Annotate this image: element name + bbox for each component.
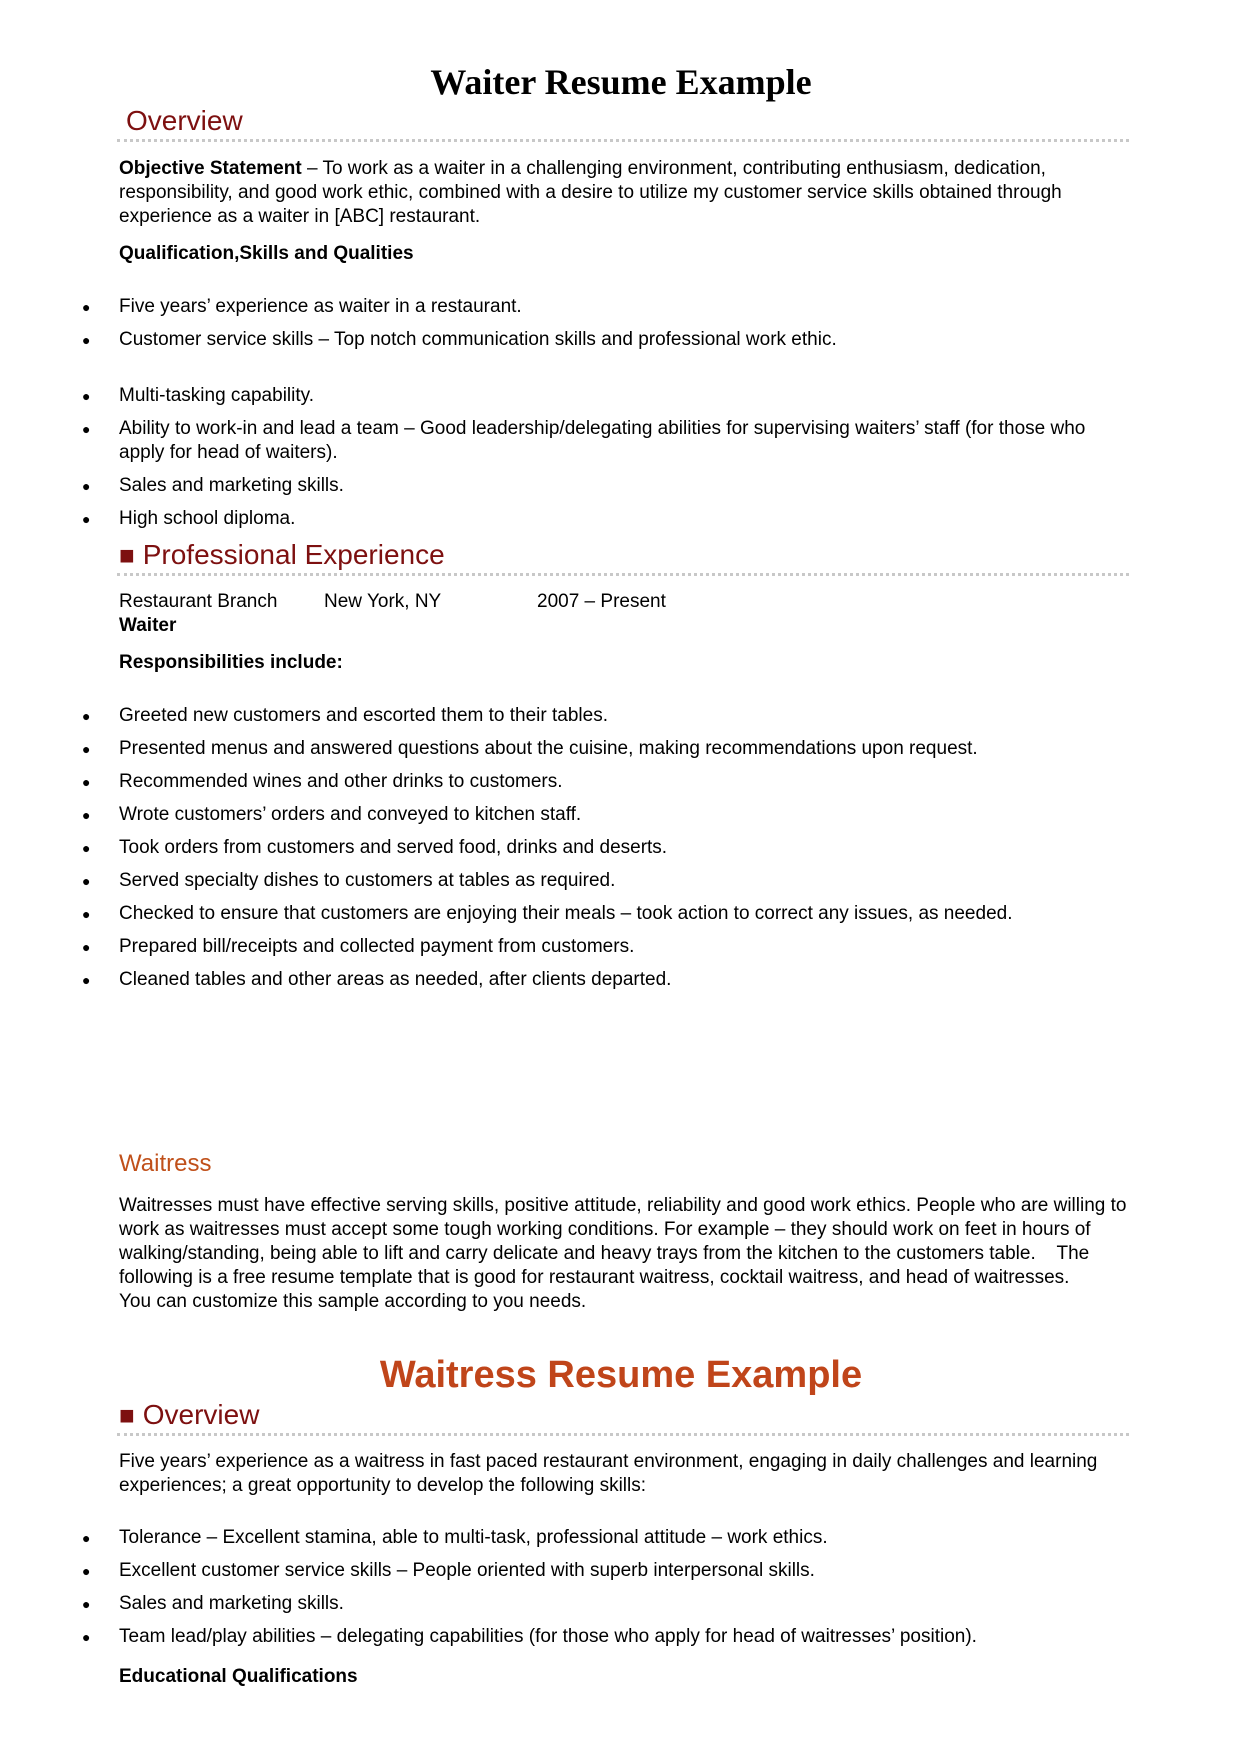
bullet-icon: ● bbox=[82, 774, 91, 790]
bullet-icon: ● bbox=[82, 511, 91, 527]
bullet-icon: ● bbox=[82, 972, 91, 988]
page-title: Waiter Resume Example bbox=[430, 62, 812, 102]
bullet-icon: ● bbox=[82, 708, 91, 724]
waitress-paragraph: Waitresses must have effective serving skills, positive attitude, reliability and good work ethics. People who are willing to work as waitresses must accept some tough working conditions. For example – they should work on feet in hours of walking/standing, being able to lift and carry delicate and heavy trays from the kitchen to the customers table. The following is a free resume template that is good for restaurant waitress, cocktail waitress, and head of waitresses. You can customize this sample according to you needs. bbox=[119, 1195, 1132, 1312]
square-bullet-icon: ■ bbox=[119, 540, 135, 570]
waitress-heading: Waitress bbox=[119, 1150, 212, 1177]
waitress-intro: Five years’ experience as a waitress in fast paced restaurant environment, engaging in daily challenges and learning experiences; a great opportunity to develop the following skills: bbox=[119, 1451, 1098, 1496]
section-divider bbox=[117, 1433, 1129, 1436]
bullet-icon: ● bbox=[82, 421, 91, 437]
objective-statement bbox=[119, 157, 1129, 229]
bullet-icon: ● bbox=[82, 299, 91, 315]
bullet-icon: ● bbox=[82, 873, 91, 889]
bullet-icon: ● bbox=[82, 1629, 91, 1645]
waitress-resume-title: Waitress Resume Example bbox=[379, 1354, 863, 1396]
section-divider bbox=[117, 139, 1129, 142]
qualifications-heading: Qualification,Skills and Qualities bbox=[119, 243, 414, 264]
employer: Restaurant Branch bbox=[119, 591, 278, 612]
resume-page: Waiter Resume Example Overview Objective Statement – To work as a waiter in a challenging environment, contributing enthusiasm, dedication, responsibility, and good work ethic, combined with a desire to utilize my customer service skills obtained through experience as a waiter in [ABC] restaurant. Qualification,Skills and Qualities ● Five years’ experience as waiter in a restaurant. ● Customer service skills – Top notch communication skills and professional work ethic. ● Multi-tasking capability. ● Ability to work-in and lead a team – Good leadership/delegating abilities for supervising waiters’ staff (for those who apply for head of waiters). ● Sales and marketing skills. ● High school diploma. ■ Professional Experience Restaurant Branch New York, NY 2007 – Present Waiter Responsibilities include: ● Greeted new customers and escorted them to their tables. ● Presented menus and answered questions about the cuisine, making recommendations upon request. ● Recommended wines and other drinks to customers. ● Wrote customers’ orders and conveyed to kitchen staff. ● Took orders from customers and served food, drinks and deserts. ● Served specialty dishes to customers at tables as required. ● Checked to ensure that customers are enjoying their meals – took action to correct any issues, as needed. ● Prepared bill/receipts and collected payment from customers. ● Cleaned tables and other areas as needed, after clients departed. Waitress Waitresses must have effective serving skills, positive attitude, reliability and good work ethics. People who are willing to work as waitresses must accept some tough working conditions. For example – they should work on feet in hours of walking/standing, being able to lift and carry delicate and heavy trays from the kitchen to the customers table. The following is a free resume template that is good for restaurant waitress, cocktail waitress, and head of waitresses. You can customize this sample according to you needs. Waitress Resume Example ■ Overview Five years’ experience as a waitress in fast paced restaurant environment, engaging in daily challenges and learning experiences; a great opportunity to develop the following skills: ● Tolerance – Excellent stamina, able to multi-task, professional attitude – work ethics. ● Excellent customer service skills – People oriented with superb interpersonal skills. ● Sales and marketing skills. ● Team lead/play abilities – delegating capabilities (for those who apply for head of waitresses’ position). Educational Qualifications bbox=[0, 0, 1242, 1757]
bullet-icon: ● bbox=[82, 741, 91, 757]
overview-heading: Overview bbox=[126, 105, 243, 136]
bullet-icon: ● bbox=[82, 1563, 91, 1579]
bullet-icon: ● bbox=[82, 1530, 91, 1546]
bullet-icon: ● bbox=[82, 939, 91, 955]
waitress-overview-heading: ■ Overview bbox=[119, 1399, 260, 1430]
bullet-icon: ● bbox=[82, 1596, 91, 1612]
bullet-icon: ● bbox=[82, 906, 91, 922]
dates: 2007 – Present bbox=[537, 591, 666, 612]
objective-text: – To work as a waiter in a challenging environment, contributing enthusiasm, dedication, responsibility, and good work ethic, combined with a desire to utilize my customer service skills obtained through experience as a waiter in [ABC] restaurant. bbox=[119, 158, 1062, 227]
location: New York, NY bbox=[324, 591, 442, 612]
bullet-icon: ● bbox=[82, 478, 91, 494]
section-divider bbox=[117, 573, 1129, 576]
bullet-icon: ● bbox=[82, 807, 91, 823]
square-bullet-icon: ■ bbox=[119, 1400, 135, 1430]
bullet-icon: ● bbox=[82, 388, 91, 404]
responsibilities-heading: Responsibilities include: bbox=[119, 652, 343, 673]
experience-heading: ■ Professional Experience bbox=[119, 539, 445, 570]
position: Waiter bbox=[119, 615, 177, 636]
education-heading: Educational Qualifications bbox=[119, 1666, 358, 1687]
bullet-icon: ● bbox=[82, 840, 91, 856]
bullet-icon: ● bbox=[82, 332, 91, 348]
objective-label: Objective Statement bbox=[119, 158, 302, 179]
